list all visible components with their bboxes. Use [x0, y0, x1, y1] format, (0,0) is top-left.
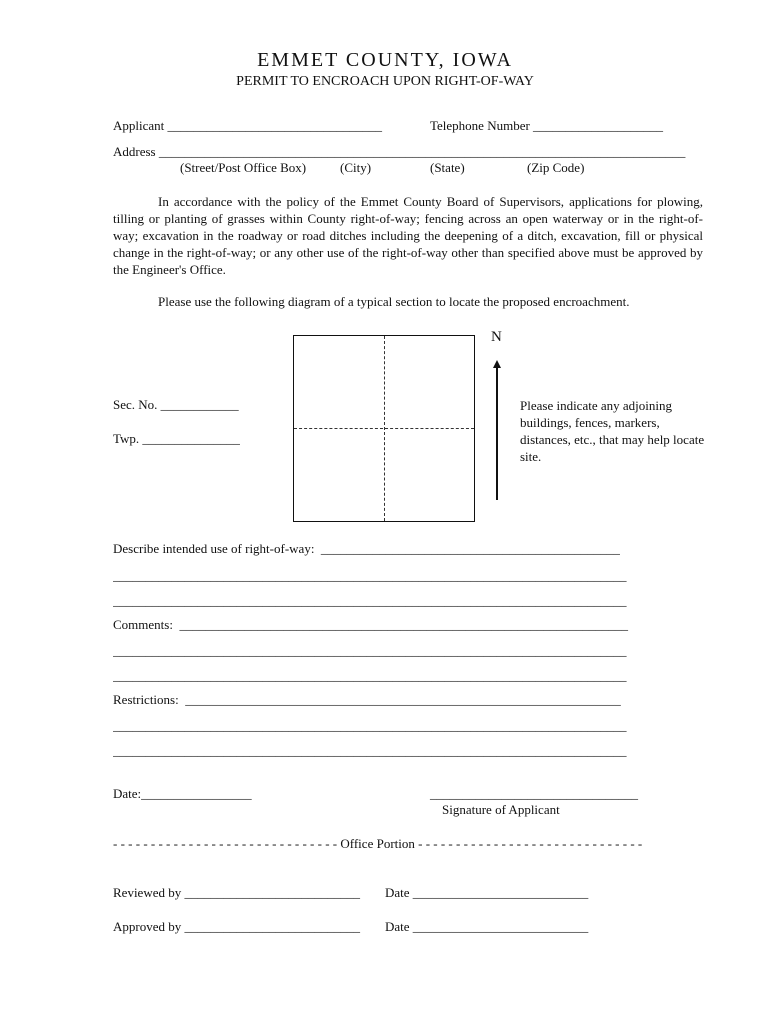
address-city-label: (City) — [340, 160, 372, 175]
approved-date-field[interactable]: Date ___________________________ — [385, 919, 589, 934]
address-state-label: (State) — [430, 160, 465, 175]
address-zip-label: (Zip Code) — [527, 160, 585, 175]
section-diagram[interactable] — [293, 335, 475, 522]
county-title: EMMET COUNTY, IOWA — [257, 49, 513, 71]
intended-use-line-2[interactable]: _______________________________________________________________________________ — [113, 568, 627, 583]
diagram-note: Please indicate any adjoining buildings, fences, markers, distances, etc., that may help locate site. — [520, 398, 705, 464]
reviewed-date-field[interactable]: Date ___________________________ — [385, 885, 589, 900]
restrictions-line-2[interactable]: _______________________________________________________________________________ — [113, 718, 627, 733]
diagram-instruction: Please use the following diagram of a typical section to locate the proposed encroachment. — [158, 294, 630, 309]
restrictions-line-3[interactable]: _______________________________________________________________________________ — [113, 743, 627, 758]
quarter-line-horizontal — [294, 428, 474, 429]
permit-subtitle: PERMIT TO ENCROACH UPON RIGHT-OF-WAY — [236, 74, 534, 89]
intended-use-field[interactable]: Describe intended use of right-of-way: ______________________________________________ — [113, 541, 620, 556]
telephone-field[interactable]: Telephone Number ____________________ — [430, 118, 664, 133]
applicant-field[interactable]: Applicant _________________________________ — [113, 118, 383, 133]
address-field[interactable]: Address _________________________________________________________________________________ — [113, 144, 686, 159]
restrictions-field[interactable]: Restrictions: ___________________________________________________________________ — [113, 692, 621, 707]
signature-label: Signature of Applicant — [442, 802, 560, 817]
north-label: N — [491, 329, 502, 345]
intended-use-line-3[interactable]: _______________________________________________________________________________ — [113, 593, 627, 608]
section-number-field[interactable]: Sec. No. ____________ — [113, 397, 239, 412]
office-portion-divider: - - - - - - - - - - - - - - - - - - - - - - - - - - - - - - Office Portion - - - - - - - - - - - - - - - - - - - - - - - - - - - - - - — [113, 836, 643, 851]
signature-field[interactable]: ________________________________ — [430, 786, 638, 801]
applicant-date-field[interactable]: Date:_________________ — [113, 786, 252, 801]
comments-field[interactable]: Comments: _____________________________________________________________________ — [113, 617, 628, 632]
comments-line-2[interactable]: _______________________________________________________________________________ — [113, 643, 627, 658]
township-field[interactable]: Twp. _______________ — [113, 431, 240, 446]
approved-by-field[interactable]: Approved by ___________________________ — [113, 919, 360, 934]
policy-paragraph: In accordance with the policy of the Emmet County Board of Supervisors, applications for plowing, tilling or planting of grasses within County right-of-way; fencing across an open waterway or in the right-of-way; excavation in the roadway or road ditches including the deepening of a ditch, excavation, fill or physical change in the right-of-way; or any other use of the right-of-way other than specified above must be approved by the Engineer's Office. — [113, 194, 703, 277]
reviewed-by-field[interactable]: Reviewed by ___________________________ — [113, 885, 360, 900]
north-arrow-icon — [496, 360, 498, 500]
comments-line-3[interactable]: _______________________________________________________________________________ — [113, 668, 627, 683]
address-street-label: (Street/Post Office Box) — [180, 160, 307, 175]
